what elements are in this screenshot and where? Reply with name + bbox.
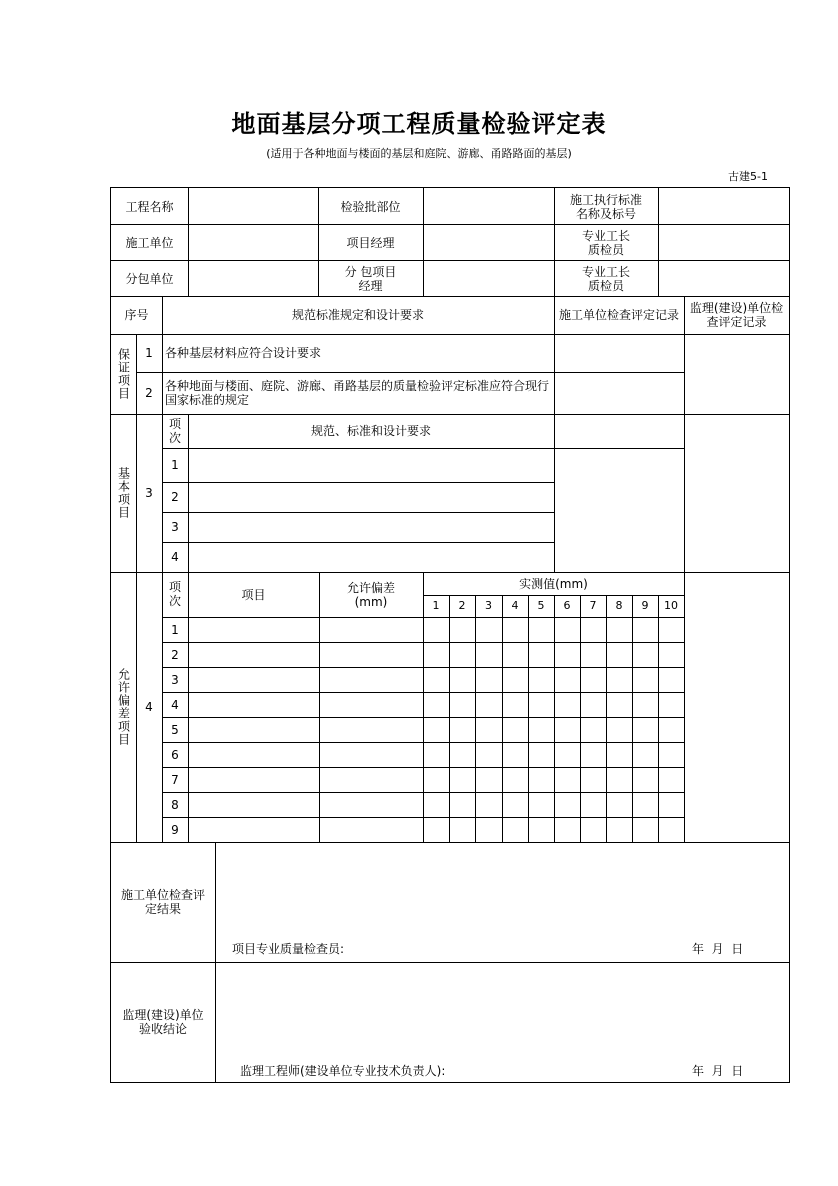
basic-row-1: 1 <box>171 458 179 472</box>
table-rule <box>110 260 790 261</box>
deviation-row-2: 2 <box>171 647 179 662</box>
deviation-row-8: 8 <box>171 797 179 812</box>
guarantee-text-2: 各种地面与楼面、庭院、游廊、甬路基层的质量检验评定标准应符合现行国家标准的规定 <box>165 379 550 407</box>
table-rule <box>632 595 633 843</box>
table-rule <box>528 595 529 843</box>
col-supervision-record: 监理(建设)单位检查评定记录 <box>689 301 784 329</box>
col-requirement: 规范标准规定和设计要求 <box>291 308 424 322</box>
measure-col-8: 8 <box>615 599 623 612</box>
label-foreman: 专业工长质检员 <box>581 229 630 257</box>
label-foreman-2: 专业工长质检员 <box>581 264 630 293</box>
col-seq: 序号 <box>124 308 149 322</box>
table-rule <box>162 542 555 543</box>
measure-col-1: 1 <box>432 599 440 612</box>
form-code: 古建5-1 <box>728 170 768 183</box>
basic-req-header: 规范、标准和设计要求 <box>310 424 431 438</box>
table-rule <box>162 482 555 483</box>
label-project-manager: 项目经理 <box>346 236 395 250</box>
deviation-measured-header: 实测值(mm) <box>519 576 588 591</box>
table-rule <box>554 296 555 573</box>
section-basic: 基本项目 <box>116 467 131 519</box>
field-inspection-part[interactable] <box>423 188 554 225</box>
table-rule <box>658 595 659 843</box>
table-rule <box>684 296 685 843</box>
deviation-row-7: 7 <box>171 772 179 787</box>
basic-row-2: 2 <box>171 490 179 504</box>
table-rule <box>136 372 685 373</box>
deviation-row-9: 9 <box>171 822 179 837</box>
document-subtitle: (适用于各种地面与楼面的基层和庭院、游廊、甬路路面的基层) <box>266 147 572 160</box>
label-construction-unit: 施工单位 <box>125 236 174 250</box>
measure-col-10: 10 <box>664 599 678 612</box>
table-rule <box>606 595 607 843</box>
label-sub-unit: 分包单位 <box>125 271 174 286</box>
deviation-item-header: 项目 <box>241 587 266 602</box>
field-standard[interactable] <box>658 188 789 225</box>
table-rule <box>789 187 790 1083</box>
guarantee-no-1: 1 <box>145 346 153 360</box>
measure-col-6: 6 <box>563 599 571 612</box>
construction-date: 年 月 日 <box>692 942 744 956</box>
guarantee-no-2: 2 <box>145 386 153 400</box>
section-deviation: 允许偏差项目 <box>116 668 131 746</box>
measure-col-7: 7 <box>589 599 597 612</box>
basic-item-col: 项次 <box>168 417 181 445</box>
table-rule <box>502 595 503 843</box>
measure-col-4: 4 <box>511 599 519 612</box>
deviation-row-3: 3 <box>171 672 179 687</box>
col-construction-record: 施工单位检查评定记录 <box>559 308 680 322</box>
supervision-signature-label: 监理工程师(建设单位专业技术负责人): <box>240 1064 446 1078</box>
deviation-row-6: 6 <box>171 747 179 762</box>
measure-col-5: 5 <box>537 599 545 612</box>
label-inspection-part: 检验批部位 <box>340 199 401 214</box>
document-title: 地面基层分项工程质量检验评定表 <box>231 110 607 138</box>
deviation-row-5: 5 <box>171 722 179 737</box>
table-rule <box>215 842 216 1083</box>
guarantee-text-1: 各种基层材料应符合设计要求 <box>165 346 322 360</box>
basic-no: 3 <box>145 486 153 500</box>
deviation-row-1: 1 <box>171 622 179 637</box>
deviation-tolerance-header: 允许偏差(mm) <box>346 580 395 609</box>
label-standard: 施工执行标准名称及标号 <box>569 192 642 221</box>
construction-signature-label: 项目专业质量检查员: <box>232 942 345 956</box>
label-sub-manager: 分 包项目经理 <box>344 264 397 293</box>
table-rule <box>162 512 555 513</box>
label-construction-result: 施工单位检查评定结果 <box>121 888 206 916</box>
table-rule <box>580 595 581 843</box>
supervision-date: 年 月 日 <box>692 1064 744 1078</box>
measure-col-2: 2 <box>458 599 466 612</box>
basic-row-3: 3 <box>171 520 179 534</box>
basic-row-4: 4 <box>171 550 179 564</box>
section-guarantee: 保证项目 <box>116 348 131 400</box>
table-rule <box>449 595 450 843</box>
deviation-item-col: 项次 <box>168 580 181 608</box>
table-rule <box>554 595 555 843</box>
deviation-no: 4 <box>145 700 153 714</box>
deviation-row-4: 4 <box>171 697 179 712</box>
measure-col-9: 9 <box>641 599 649 612</box>
table-rule <box>475 595 476 843</box>
table-rule <box>110 1082 790 1083</box>
measure-col-3: 3 <box>485 599 492 612</box>
label-supervision-conclusion: 监理(建设)单位验收结论 <box>122 1008 204 1036</box>
field-project-name[interactable] <box>188 188 318 225</box>
table-rule <box>162 448 685 449</box>
label-project-name: 工程名称 <box>125 199 174 214</box>
